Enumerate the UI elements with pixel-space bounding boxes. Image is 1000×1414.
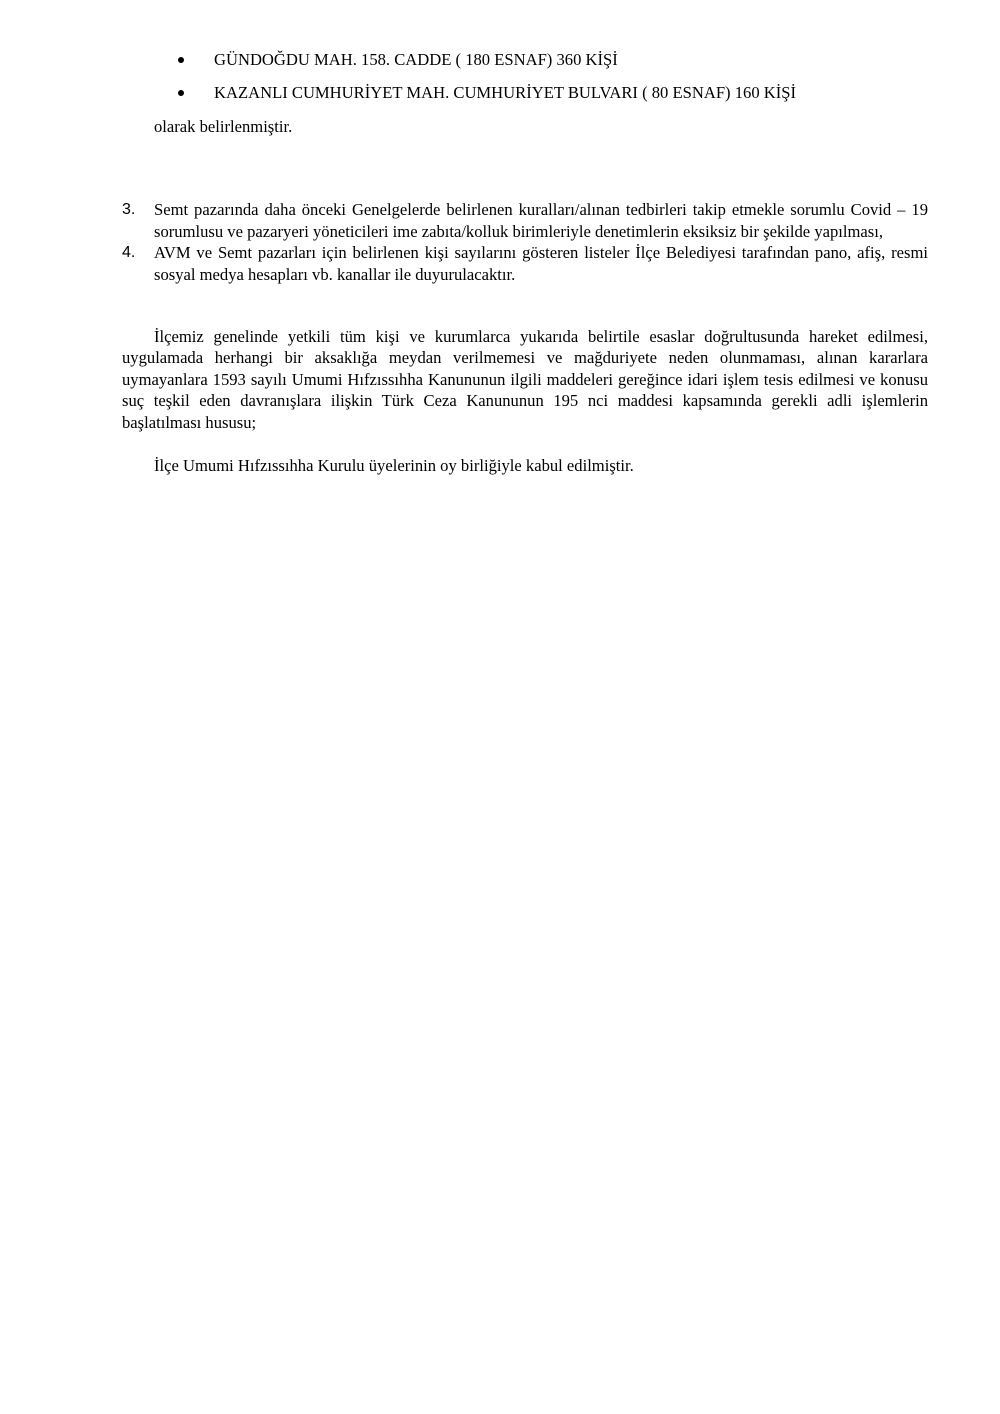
bullet-icon [178, 90, 184, 96]
item-number: 4. [122, 244, 136, 261]
bullet-text: GÜNDOĞDU MAH. 158. CADDE ( 180 ESNAF) 360 KİŞİ [214, 50, 618, 69]
item-text: Semt pazarında daha önceki Genelgelerde belirlenen kuralları/alınan tedbirleri takip etmekle sorumlu Covid – 19 sorumlusu ve pazaryeri yöneticileri ime zabıta/kolluk birimleriyle denetimlerin eksiksiz bir şekilde yapılması, [154, 200, 928, 241]
item-text: AVM ve Semt pazarları için belirlenen kişi sayılarını gösteren listeler İlçe Belediyesi tarafından pano, afiş, resmi sosyal medya hesapları vb. kanallar ile duyurulacaktır. [154, 243, 928, 284]
bullet-text: KAZANLI CUMHURİYET MAH. CUMHURİYET BULVARI ( 80 ESNAF) 160 KİŞİ [214, 83, 797, 102]
item-number: 3. [122, 201, 136, 218]
numbered-item-3 [122, 199, 928, 242]
approval-paragraph: İlçe Umumi Hıfzıssıhha Kurulu üyelerinin oy birliğiyle kabul edilmiştir. [154, 456, 634, 475]
bullet-closing-text: olarak belirlenmiştir. [154, 117, 293, 136]
numbered-list [122, 199, 928, 285]
bullet-icon [178, 57, 184, 63]
numbered-item-4 [122, 242, 928, 285]
resolution-paragraph: İlçemiz genelinde yetkili tüm kişi ve kurumlarca yukarıda belirtile esaslar doğrultusunda hareket edilmesi, uygulamada herhangi bir aksaklığa meydan verilmemesi ve mağduriyete neden olunmaması, alınan kararlara uymayanlara 1593 sayılı Umumi Hıfzıssıhha Kanununun ilgili maddeleri gereğince idari işlem tesis edilmesi ve konusu suç teşkil eden davranışlara ilişkin Türk Ceza Kanununun 195 nci maddesi kapsamında gerekli adli işlemlerin başlatılması hususu; [122, 327, 928, 432]
